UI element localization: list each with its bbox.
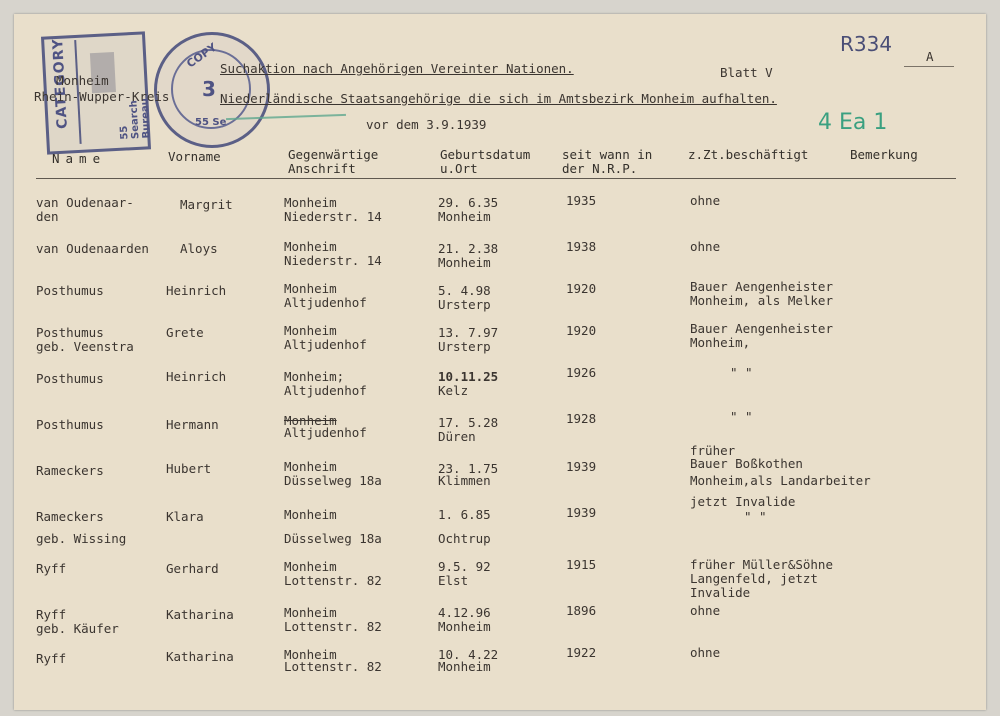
col-vorname: Vorname <box>168 149 221 164</box>
row-9-beschaeftigt-3: Invalide <box>690 585 751 600</box>
row-7-beschaeftigt-3: Monheim,als Landarbeiter <box>690 473 871 488</box>
document-page <box>14 14 986 710</box>
handwritten-code: 4 Ea 1 <box>818 110 888 135</box>
col-seit <box>562 148 672 176</box>
row-7-geburt-2: Klimmen <box>438 473 491 488</box>
row-4-beschaeftigt-1: Bauer Aengenheister <box>690 321 833 336</box>
row-8-beschaeftigt-1: " " <box>744 509 767 524</box>
row-10-name-2: geb. Käufer <box>36 621 119 636</box>
col-name: Name <box>52 151 107 166</box>
row-6-seit: 1928 <box>566 411 597 426</box>
row-1-anschrift-1: Monheim <box>284 195 337 210</box>
col-geburt <box>440 148 550 176</box>
copy-stamp-bottom-text: 55 Se <box>195 117 227 128</box>
row-11-anschrift-1: Monheim <box>284 647 337 662</box>
col-bemerkung: Bemerkung <box>850 147 918 162</box>
row-6-anschrift-2: Altjudenhof <box>284 425 367 440</box>
col-seit-text: seit wann in der N.R.P. <box>562 147 653 176</box>
category-stamp-text: CATEGORY <box>50 37 71 130</box>
row-2-geburt-1: 21. 2.38 <box>438 241 499 256</box>
row-4-vorname: Grete <box>166 325 204 340</box>
row-7-vorname: Hubert <box>166 461 212 476</box>
row-6-geburt-2: Düren <box>438 429 476 444</box>
col-anschrift <box>288 148 398 176</box>
row-1-vorname: Margrit <box>180 197 233 212</box>
row-10-vorname: Katharina <box>166 607 234 622</box>
col-anschrift-text: Gegenwärtige Anschrift <box>288 147 379 176</box>
row-1-name-1: van Oudenaar- <box>36 195 134 210</box>
row-11-geburt-2: Monheim <box>438 659 491 674</box>
row-5-beschaeftigt-1: " " <box>730 365 753 380</box>
col-beschaeftigt: z.Zt.beschäftigt <box>688 147 809 162</box>
row-5-name-1: Posthumus <box>36 371 104 386</box>
document-title: Suchaktion nach Angehörigen Vereinter Nationen. <box>220 61 574 76</box>
row-4-name-1: Posthumus <box>36 325 104 340</box>
row-5-geburt-2: Kelz <box>438 383 469 398</box>
row-1-beschaeftigt-1: ohne <box>690 193 721 208</box>
row-6-geburt-1: 17. 5.28 <box>438 415 499 430</box>
date-line: vor dem 3.9.1939 <box>366 117 487 132</box>
row-11-beschaeftigt-1: ohne <box>690 645 721 660</box>
row-7-anschrift-2: Düsselweg 18a <box>284 473 382 488</box>
row-11-anschrift-2: Lottenstr. 82 <box>284 659 382 674</box>
row-3-beschaeftigt-1: Bauer Aengenheister <box>690 279 833 294</box>
row-10-seit: 1896 <box>566 603 597 618</box>
col-geburt-text: Geburtsdatum u.Ort <box>440 147 531 176</box>
row-7-name-1: Rameckers <box>36 463 104 478</box>
row-7-seit: 1939 <box>566 459 597 474</box>
row-8-geburt-1: 1. 6.85 <box>438 507 491 522</box>
copy-stamp <box>154 32 270 148</box>
row-5-seit: 1926 <box>566 365 597 380</box>
row-3-anschrift-2: Altjudenhof <box>284 295 367 310</box>
row-8-vorname: Klara <box>166 509 204 524</box>
row-5-vorname: Heinrich <box>166 369 227 384</box>
row-8-anschrift-2: Düsselweg 18a <box>284 531 382 546</box>
row-6-name-1: Posthumus <box>36 417 104 432</box>
row-9-name-1: Ryff <box>36 561 67 576</box>
row-9-seit: 1915 <box>566 557 597 572</box>
row-3-vorname: Heinrich <box>166 283 227 298</box>
row-11-vorname: Katharina <box>166 649 234 664</box>
row-8-geburt-2: Ochtrup <box>438 531 491 546</box>
row-3-geburt-1: 5. 4.98 <box>438 283 491 298</box>
row-3-name-1: Posthumus <box>36 283 104 298</box>
document-subtitle: Niederländische Staatsangehörige die sich im Amtsbezirk Monheim aufhalten. <box>220 91 777 106</box>
row-2-name-1: van Oudenaarden <box>36 241 149 256</box>
row-9-geburt-1: 9.5. 92 <box>438 559 491 574</box>
row-2-geburt-2: Monheim <box>438 255 491 270</box>
row-1-geburt-2: Monheim <box>438 209 491 224</box>
row-11-name-1: Ryff <box>36 651 67 666</box>
row-6-beschaeftigt-1: " " <box>730 409 753 424</box>
row-4-anschrift-2: Altjudenhof <box>284 337 367 352</box>
row-10-name-1: Ryff <box>36 607 67 622</box>
row-9-geburt-2: Elst <box>438 573 469 588</box>
row-4-anschrift-1: Monheim <box>284 323 337 338</box>
row-7-beschaeftigt-4: jetzt Invalide <box>690 494 796 509</box>
row-7-geburt-1: 23. 1.75 <box>438 461 499 476</box>
row-1-seit: 1935 <box>566 193 597 208</box>
row-4-beschaeftigt-2: Monheim, <box>690 335 751 350</box>
sheet-label: Blatt V <box>720 65 773 80</box>
row-6-anschrift-1: Monheim <box>284 413 337 428</box>
row-2-anschrift-1: Monheim <box>284 239 337 254</box>
handwritten-reference: R334 <box>840 32 893 56</box>
row-10-geburt-2: Monheim <box>438 619 491 634</box>
row-9-anschrift-1: Monheim <box>284 559 337 574</box>
row-10-anschrift-2: Lottenstr. 82 <box>284 619 382 634</box>
row-3-anschrift-1: Monheim <box>284 281 337 296</box>
row-3-beschaeftigt-2: Monheim, als Melker <box>690 293 833 308</box>
row-2-anschrift-2: Niederstr. 14 <box>284 253 382 268</box>
row-8-name-2: geb. Wissing <box>36 531 127 546</box>
row-3-seit: 1920 <box>566 281 597 296</box>
row-5-anschrift-1: Monheim; <box>284 369 345 384</box>
row-4-name-2: geb. Veenstra <box>36 339 134 354</box>
row-9-vorname: Gerhard <box>166 561 219 576</box>
place-line-1: Monheim <box>56 73 109 88</box>
row-10-geburt-1: 4.12.96 <box>438 605 491 620</box>
row-4-geburt-1: 13. 7.97 <box>438 325 499 340</box>
copy-stamp-text: COPY <box>184 40 220 71</box>
row-2-seit: 1938 <box>566 239 597 254</box>
header-rule <box>36 178 956 179</box>
row-2-vorname: Aloys <box>180 241 218 256</box>
row-1-geburt-1: 29. 6.35 <box>438 195 499 210</box>
row-7-anschrift-1: Monheim <box>284 459 337 474</box>
row-7-beschaeftigt-2: Bauer Boßkothen <box>690 456 803 471</box>
row-9-beschaeftigt-1: früher Müller&Söhne <box>690 557 833 572</box>
row-4-geburt-2: Ursterp <box>438 339 491 354</box>
row-9-beschaeftigt-2: Langenfeld, jetzt <box>690 571 818 586</box>
row-10-anschrift-1: Monheim <box>284 605 337 620</box>
row-11-seit: 1922 <box>566 645 597 660</box>
copy-stamp-number: 3 <box>202 77 216 101</box>
row-10-beschaeftigt-1: ohne <box>690 603 721 618</box>
row-8-seit: 1939 <box>566 505 597 520</box>
row-1-anschrift-2: Niederstr. 14 <box>284 209 382 224</box>
row-4-seit: 1920 <box>566 323 597 338</box>
row-5-anschrift-2: Altjudenhof <box>284 383 367 398</box>
bureau-stamp-text: 55 Search Bureau <box>118 97 153 140</box>
row-11-geburt-1: 10. 4.22 <box>438 647 499 662</box>
row-5-geburt-1: 10.11.25 <box>438 369 499 384</box>
row-9-anschrift-2: Lottenstr. 82 <box>284 573 382 588</box>
row-3-geburt-2: Ursterp <box>438 297 491 312</box>
row-8-anschrift-1: Monheim <box>284 507 337 522</box>
row-2-beschaeftigt-1: ohne <box>690 239 721 254</box>
place-line-2: Rhein-Wupper-Kreis <box>34 89 170 104</box>
row-1-name-2: den <box>36 209 59 224</box>
row-8-name-1: Rameckers <box>36 509 104 524</box>
row-6-vorname: Hermann <box>166 417 219 432</box>
row-7-beschaeftigt-1: früher <box>690 443 736 458</box>
corner-rule <box>904 66 954 67</box>
corner-label: A <box>926 49 934 64</box>
